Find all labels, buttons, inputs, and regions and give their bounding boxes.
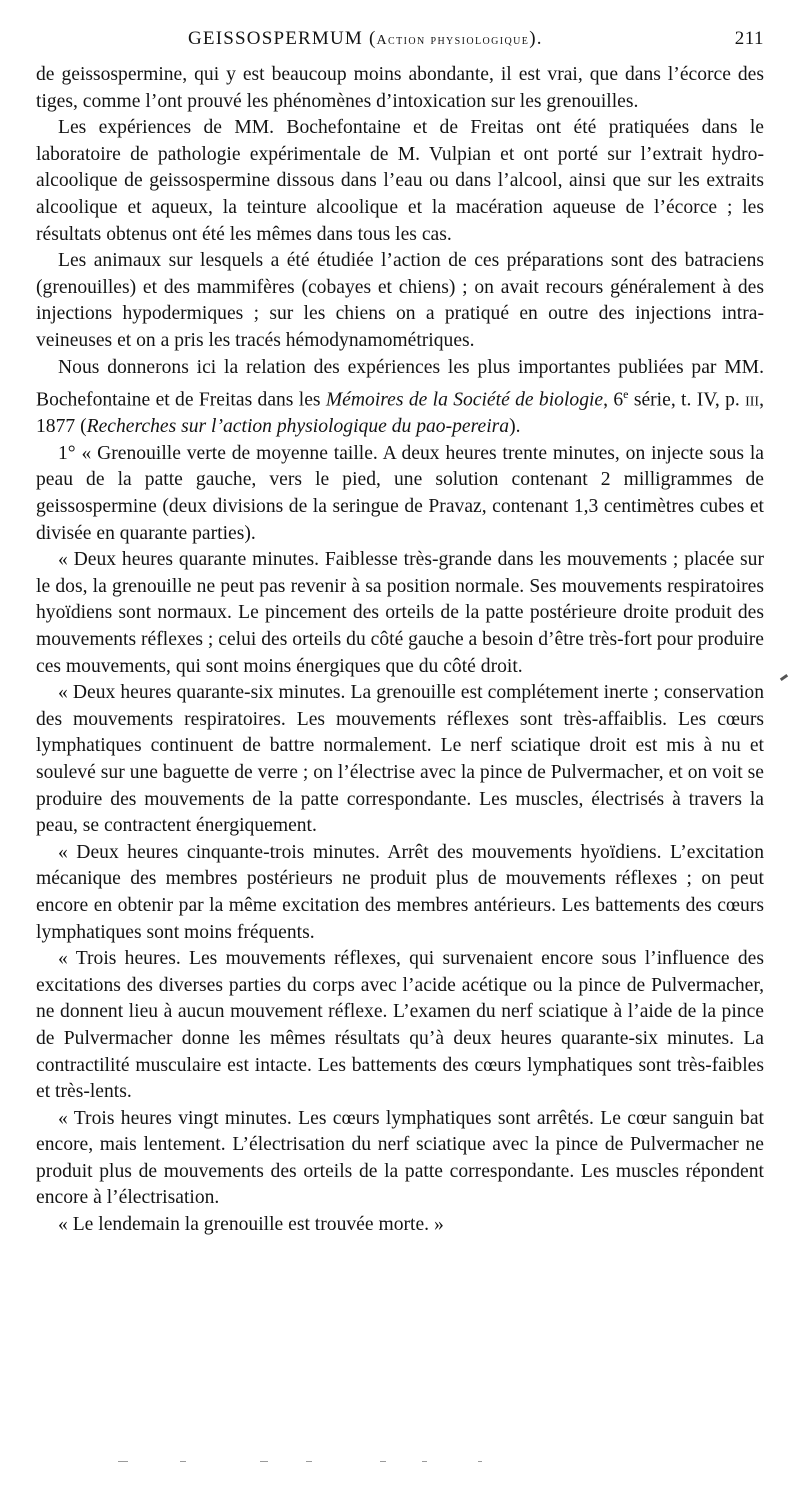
paragraph-experiments: Les expériences de MM. Bochefontaine et de Freitas ont été pratiquées dans le laboratoire de pathologie expérimentale de M. Vulpian et ont porté sur l’extrait hydro-alcoolique de geissospermine dissous dans l’eau ou dans l’alcool, ainsi que sur les extraits alcoolique et aqueux, la teinture alcoolique et la macération aqueuse de l’écorce ; les résultats obtenus ont été les mêmes dans tous les cas. xyxy=(36,117,764,245)
scan-mark xyxy=(306,1461,312,1462)
citation-year: , 1877 ( xyxy=(36,389,765,438)
citation-work-title: Mémoires de la Société de biologie xyxy=(325,389,604,411)
paragraph-experiment-1: 1° « Grenouille verte de moyenne taille. A deux heures trente minutes, on injecte sous la peau de la patte gauche, vers le pied, une solution contenant 2 milligrammes de geissospermine (deux divisions de la seringue de Pravaz, contenant 1,3 centimètres cubes et divisée en quarante parties). xyxy=(36,442,764,544)
paragraph-citation xyxy=(36,355,764,441)
paragraph-three: « Trois heures. Les mouvements réflexes, qui survenaient encore sous l’influence des excitations des diverses parties du corps avec l’acide acétique ou la pince de Pulvermacher, ne donnent lieu à aucun mouvement réflexe. L’examen du nerf sciatique à l’aide de la pince de Pulvermacher donne les mêmes résultats qu’à deux heures quarante-six minutes. La contractilité musculaire est intacte. Les battements des cœurs lymphatiques sont très-faibles et très-lents. xyxy=(36,948,764,1103)
paragraph-next-day: « Le lendemain la grenouille est trouvée morte. » xyxy=(58,1214,444,1236)
paragraph-two-fifty-three: « Deux heures cinquante-trois minutes. Arrêt des mouvements hyoïdiens. L’excitation mécanique des membres postérieurs ne produit plus de mouvements réflexes ; on peut encore en obtenir par la même excitation des membres antérieurs. Les battements des cœurs lymphatiques sont moins fréquents. xyxy=(36,841,764,943)
citation-pages: iii xyxy=(745,389,760,411)
scan-mark xyxy=(478,1461,482,1462)
citation-series-sup: e xyxy=(623,387,629,402)
scan-mark xyxy=(180,1461,186,1462)
paragraph-animals: Les animaux sur lesquels a été étudiée l’action de ces préparations sont des batraciens (grenouilles) et des mammifères (cobayes et chiens) ; on avait recours généralement à des injections hypodermiques ; sur les chiens on a pratiqué en outre des injections intra-veineuses et on a pris les tracés hémodynamométriques. xyxy=(36,250,764,351)
scan-mark xyxy=(260,1461,268,1462)
page-number: 211 xyxy=(734,28,764,49)
scan-mark xyxy=(422,1461,427,1462)
running-title-main: GEISSOSPERMUM ( xyxy=(188,28,377,49)
citation-closing: ). xyxy=(509,416,521,438)
running-header xyxy=(36,28,764,62)
document-page xyxy=(36,28,764,1239)
running-title-end: ). xyxy=(529,28,543,49)
scan-mark xyxy=(380,1461,386,1462)
paragraph-two-forty: « Deux heures quarante minutes. Faiblesse très-grande dans les mouvements ; placée sur le dos, la grenouille ne peut pas revenir à sa position normale. Ses mouvements respiratoires hyoïdiens sont normaux. Le pincement des orteils de la patte postérieure droite produit des mouvements réflexes ; celui des orteils du côté gauche a besoin d’être très-fort pour produire ces mouvements, qui sont moins énergiques que du côté droit. xyxy=(36,549,764,677)
body-text xyxy=(36,62,764,1239)
scan-mark xyxy=(118,1461,128,1462)
citation-after-title: , 6 xyxy=(603,389,624,411)
running-title xyxy=(188,28,543,50)
citation-paper-title: Recherches sur l’action physiologique du pao-pereira xyxy=(86,416,510,438)
citation-series: série, t. IV, p. xyxy=(628,389,746,411)
citation-lead: Nous donnerons ici la relation des expériences les plus importantes publiées par MM. Bochefontaine et de Freitas dans les xyxy=(36,356,764,411)
margin-ink-mark xyxy=(780,674,788,681)
paragraph-continuation: de geissospermine, qui y est beaucoup moins abondante, il est vrai, que dans l’écorce des tiges, comme l’ont prouvé les phénomènes d’intoxication sur les grenouilles. xyxy=(36,64,764,112)
paragraph-two-forty-six: « Deux heures quarante-six minutes. La grenouille est complétement inerte ; conservation des mouvements respiratoires. Les mouvements réflexes sont très-affaiblis. Les cœurs lymphatiques continuent de battre normalement. Le nerf sciatique droit est mis à nu et soulevé sur une baguette de verre ; on l’électrise avec la pince de Pulvermacher, et on voit se produire des mouvements de la patte correspondante. Les muscles, électrisés à travers la peau, se contractent énergiquement. xyxy=(36,682,764,837)
paragraph-three-twenty: « Trois heures vingt minutes. Les cœurs lymphatiques sont arrêtés. Le cœur sanguin bat encore, mais lentement. L’électrisation du nerf sciatique avec la pince de Pulvermacher ne produit plus de mouvements des orteils de la patte correspondante. Les muscles répondent encore à l’électrisation. xyxy=(36,1107,764,1209)
footer-scan-marks xyxy=(118,1461,518,1465)
running-title-subtitle: Action physiologique xyxy=(376,33,530,48)
